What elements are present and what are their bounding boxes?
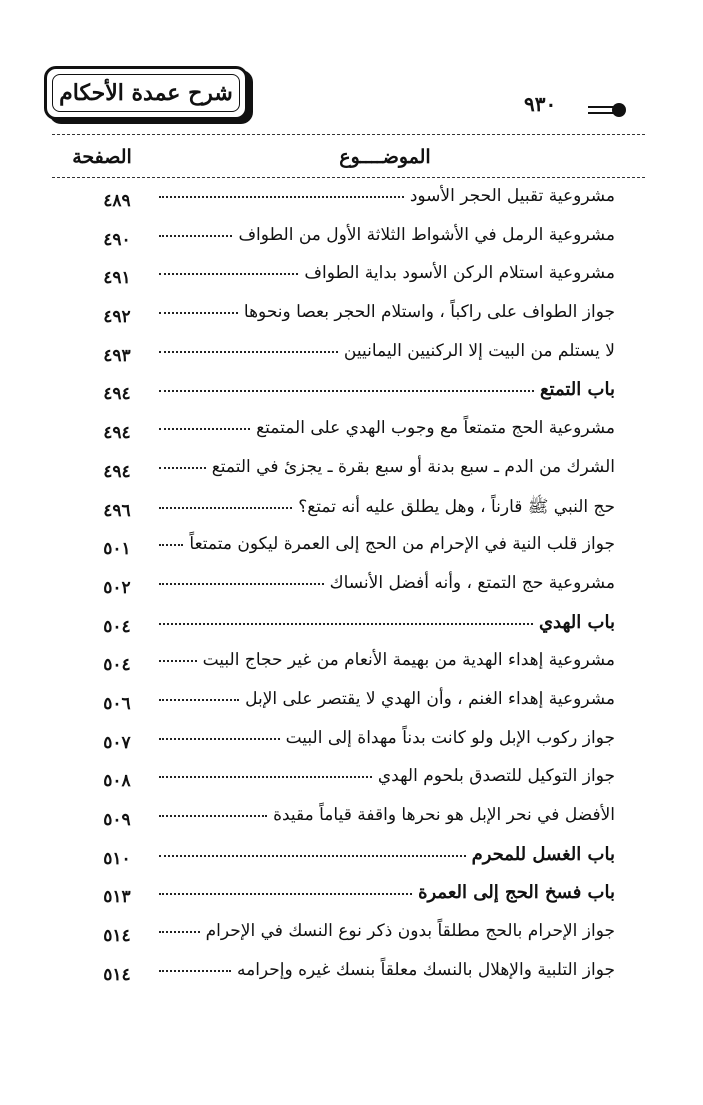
toc-entry [153, 766, 615, 786]
toc-entry [153, 534, 615, 554]
entry-page-number: ٤٩٠ [103, 229, 131, 250]
chapter-title: باب التمتع [539, 379, 615, 401]
toc-entry [153, 457, 615, 477]
toc-list [52, 182, 645, 994]
dot-leader [159, 737, 280, 740]
toc-entry [153, 573, 615, 593]
entry-page-number: ٥٠٨ [103, 771, 131, 792]
chapter-title: باب الغسل للمحرم [471, 843, 615, 865]
entry-page-number: ٤٩١ [103, 268, 131, 289]
dot-leader [159, 930, 200, 933]
dot-leader [159, 814, 267, 817]
toc-row [52, 337, 645, 376]
dot-leader [159, 543, 183, 546]
header-divider-top [52, 134, 645, 135]
toc-entry [153, 379, 615, 400]
entry-title: جواز التلبية والإهلال بالنسك معلقاً بنسك غيره وإحرامه [236, 959, 615, 980]
dot-leader [159, 969, 231, 972]
dot-leader [159, 506, 292, 509]
entry-page-number: ٤٩٤ [103, 423, 131, 444]
entry-title: لا يستلم من البيت إلا الركنيين اليمانيين [343, 340, 615, 361]
toc-entry [153, 612, 615, 633]
toc-entry [153, 186, 615, 206]
dot-leader [159, 427, 250, 430]
toc-entry [153, 921, 615, 941]
toc-row [52, 221, 645, 260]
entry-title: مشروعية الحج متمتعاً مع وجوب الهدي على المتمتع [256, 418, 615, 439]
entry-title: الأفضل في نحر الإبل هو نحرها واقفة قياماً مقيدة [273, 805, 615, 825]
entry-title: جواز ركوب الإبل ولو كانت بدناً مهداة إلى البيت [285, 727, 615, 748]
toc-row [52, 917, 645, 956]
book-title: شرح عمدة الأحكام [59, 80, 233, 106]
toc-row [52, 259, 645, 298]
entry-title: مشروعية استلام الركن الأسود بداية الطواف [304, 263, 615, 284]
column-header-page: الصفحة [72, 146, 132, 168]
header-divider-bottom [52, 177, 645, 178]
dot-leader [159, 892, 412, 895]
toc-row [52, 646, 645, 685]
toc-row [52, 453, 645, 492]
toc-row [52, 414, 645, 453]
toc-entry [153, 496, 615, 521]
toc-row [52, 956, 645, 995]
column-header-subject: الموضــــوع [339, 146, 431, 168]
book-title-box [44, 66, 248, 120]
toc-entry [153, 302, 615, 322]
chapter-title: باب الهدي [538, 611, 615, 633]
entry-title: مشروعية إهداء الغنم ، وأن الهدي لا يقتصر على الإبل [245, 688, 615, 709]
toc-row [52, 492, 645, 531]
entry-page-number: ٤٩٤ [103, 384, 131, 405]
entry-page-number: ٤٩٢ [103, 307, 131, 328]
toc-row [52, 298, 645, 337]
toc-chapter-row [52, 375, 645, 414]
dot-leader [159, 311, 238, 314]
toc-row [52, 724, 645, 763]
entry-page-number: ٥٠١ [103, 539, 131, 560]
toc-row [52, 762, 645, 801]
entry-title: الشرك من الدم ـ سبع بدنة أو سبع بقرة ـ يجزئ في التمتع [211, 456, 615, 477]
dot-leader [159, 466, 206, 469]
dot-leader [159, 272, 298, 275]
entry-title: مشروعية الرمل في الأشواط الثلاثة الأول من الطواف [238, 224, 615, 245]
entry-page-number: ٥٠٧ [103, 732, 131, 753]
entry-page-number: ٤٩٣ [103, 345, 131, 366]
dot-leader [159, 350, 338, 353]
entry-page-number: ٥٠٢ [103, 577, 131, 598]
entry-page-number: ٤٨٩ [103, 191, 131, 211]
toc-entry [153, 728, 615, 748]
entry-title: جواز قلب النية في الإحرام من الحج إلى العمرة ليكون متمتعاً [189, 534, 615, 555]
toc-entry [153, 805, 615, 825]
toc-chapter-row [52, 608, 645, 647]
entry-page-number: ٥٠٩ [103, 810, 131, 830]
dot-leader [159, 698, 239, 701]
dot-leader [159, 582, 324, 585]
toc-entry [153, 844, 615, 865]
entry-page-number: ٤٩٤ [103, 461, 131, 482]
toc-chapter-row [52, 840, 645, 879]
entry-title: مشروعية إهداء الهدية من بهيمة الأنعام من غير حجاج البيت [202, 650, 615, 671]
dot-leader [159, 854, 466, 857]
entry-title: حج النبي ﷺ قارناً ، وهل يطلق عليه أنه تمتع؟ [298, 496, 615, 517]
chapter-title: باب فسخ الحج إلى العمرة [418, 882, 615, 904]
entry-title: مشروعية تقبيل الحجر الأسود [409, 186, 615, 206]
dot-leader [159, 195, 404, 198]
page-number-ornament [588, 104, 622, 116]
entry-title: جواز الإحرام بالحج مطلقاً بدون ذكر نوع النسك في الإحرام [205, 921, 615, 942]
toc-row [52, 569, 645, 608]
entry-title: مشروعية حج التمتع ، وأنه أفضل الأنساك [329, 572, 615, 593]
dot-leader [159, 234, 232, 237]
dot-leader [159, 622, 533, 625]
entry-page-number: ٥٠٦ [103, 693, 131, 714]
entry-page-number: ٥١٠ [103, 848, 131, 869]
toc-entry [153, 418, 615, 438]
page-number: ٩٣٠ [524, 92, 557, 116]
toc-row [52, 530, 645, 569]
toc-entry [153, 341, 615, 361]
toc-entry [153, 263, 615, 283]
toc-row [52, 685, 645, 724]
toc-entry [153, 882, 615, 903]
entry-title: جواز التوكيل للتصدق بلحوم الهدي [377, 766, 615, 787]
entry-page-number: ٥١٤ [103, 926, 131, 947]
dot-leader [159, 389, 534, 392]
toc-row [52, 182, 645, 221]
entry-page-number: ٤٩٦ [103, 500, 131, 521]
toc-entry [153, 689, 615, 709]
toc-chapter-row [52, 878, 645, 917]
entry-page-number: ٥١٤ [103, 964, 131, 985]
toc-entry [153, 960, 615, 980]
dot-leader [159, 659, 197, 662]
toc-entry [153, 650, 615, 670]
entry-page-number: ٥٠٤ [103, 616, 131, 637]
entry-page-number: ٥٠٤ [103, 655, 131, 676]
toc-row [52, 801, 645, 840]
toc-entry [153, 225, 615, 245]
entry-title: جواز الطواف على راكباً ، واستلام الحجر بعصا ونحوها [243, 302, 615, 323]
dot-leader [159, 775, 372, 778]
entry-page-number: ٥١٣ [103, 887, 131, 908]
